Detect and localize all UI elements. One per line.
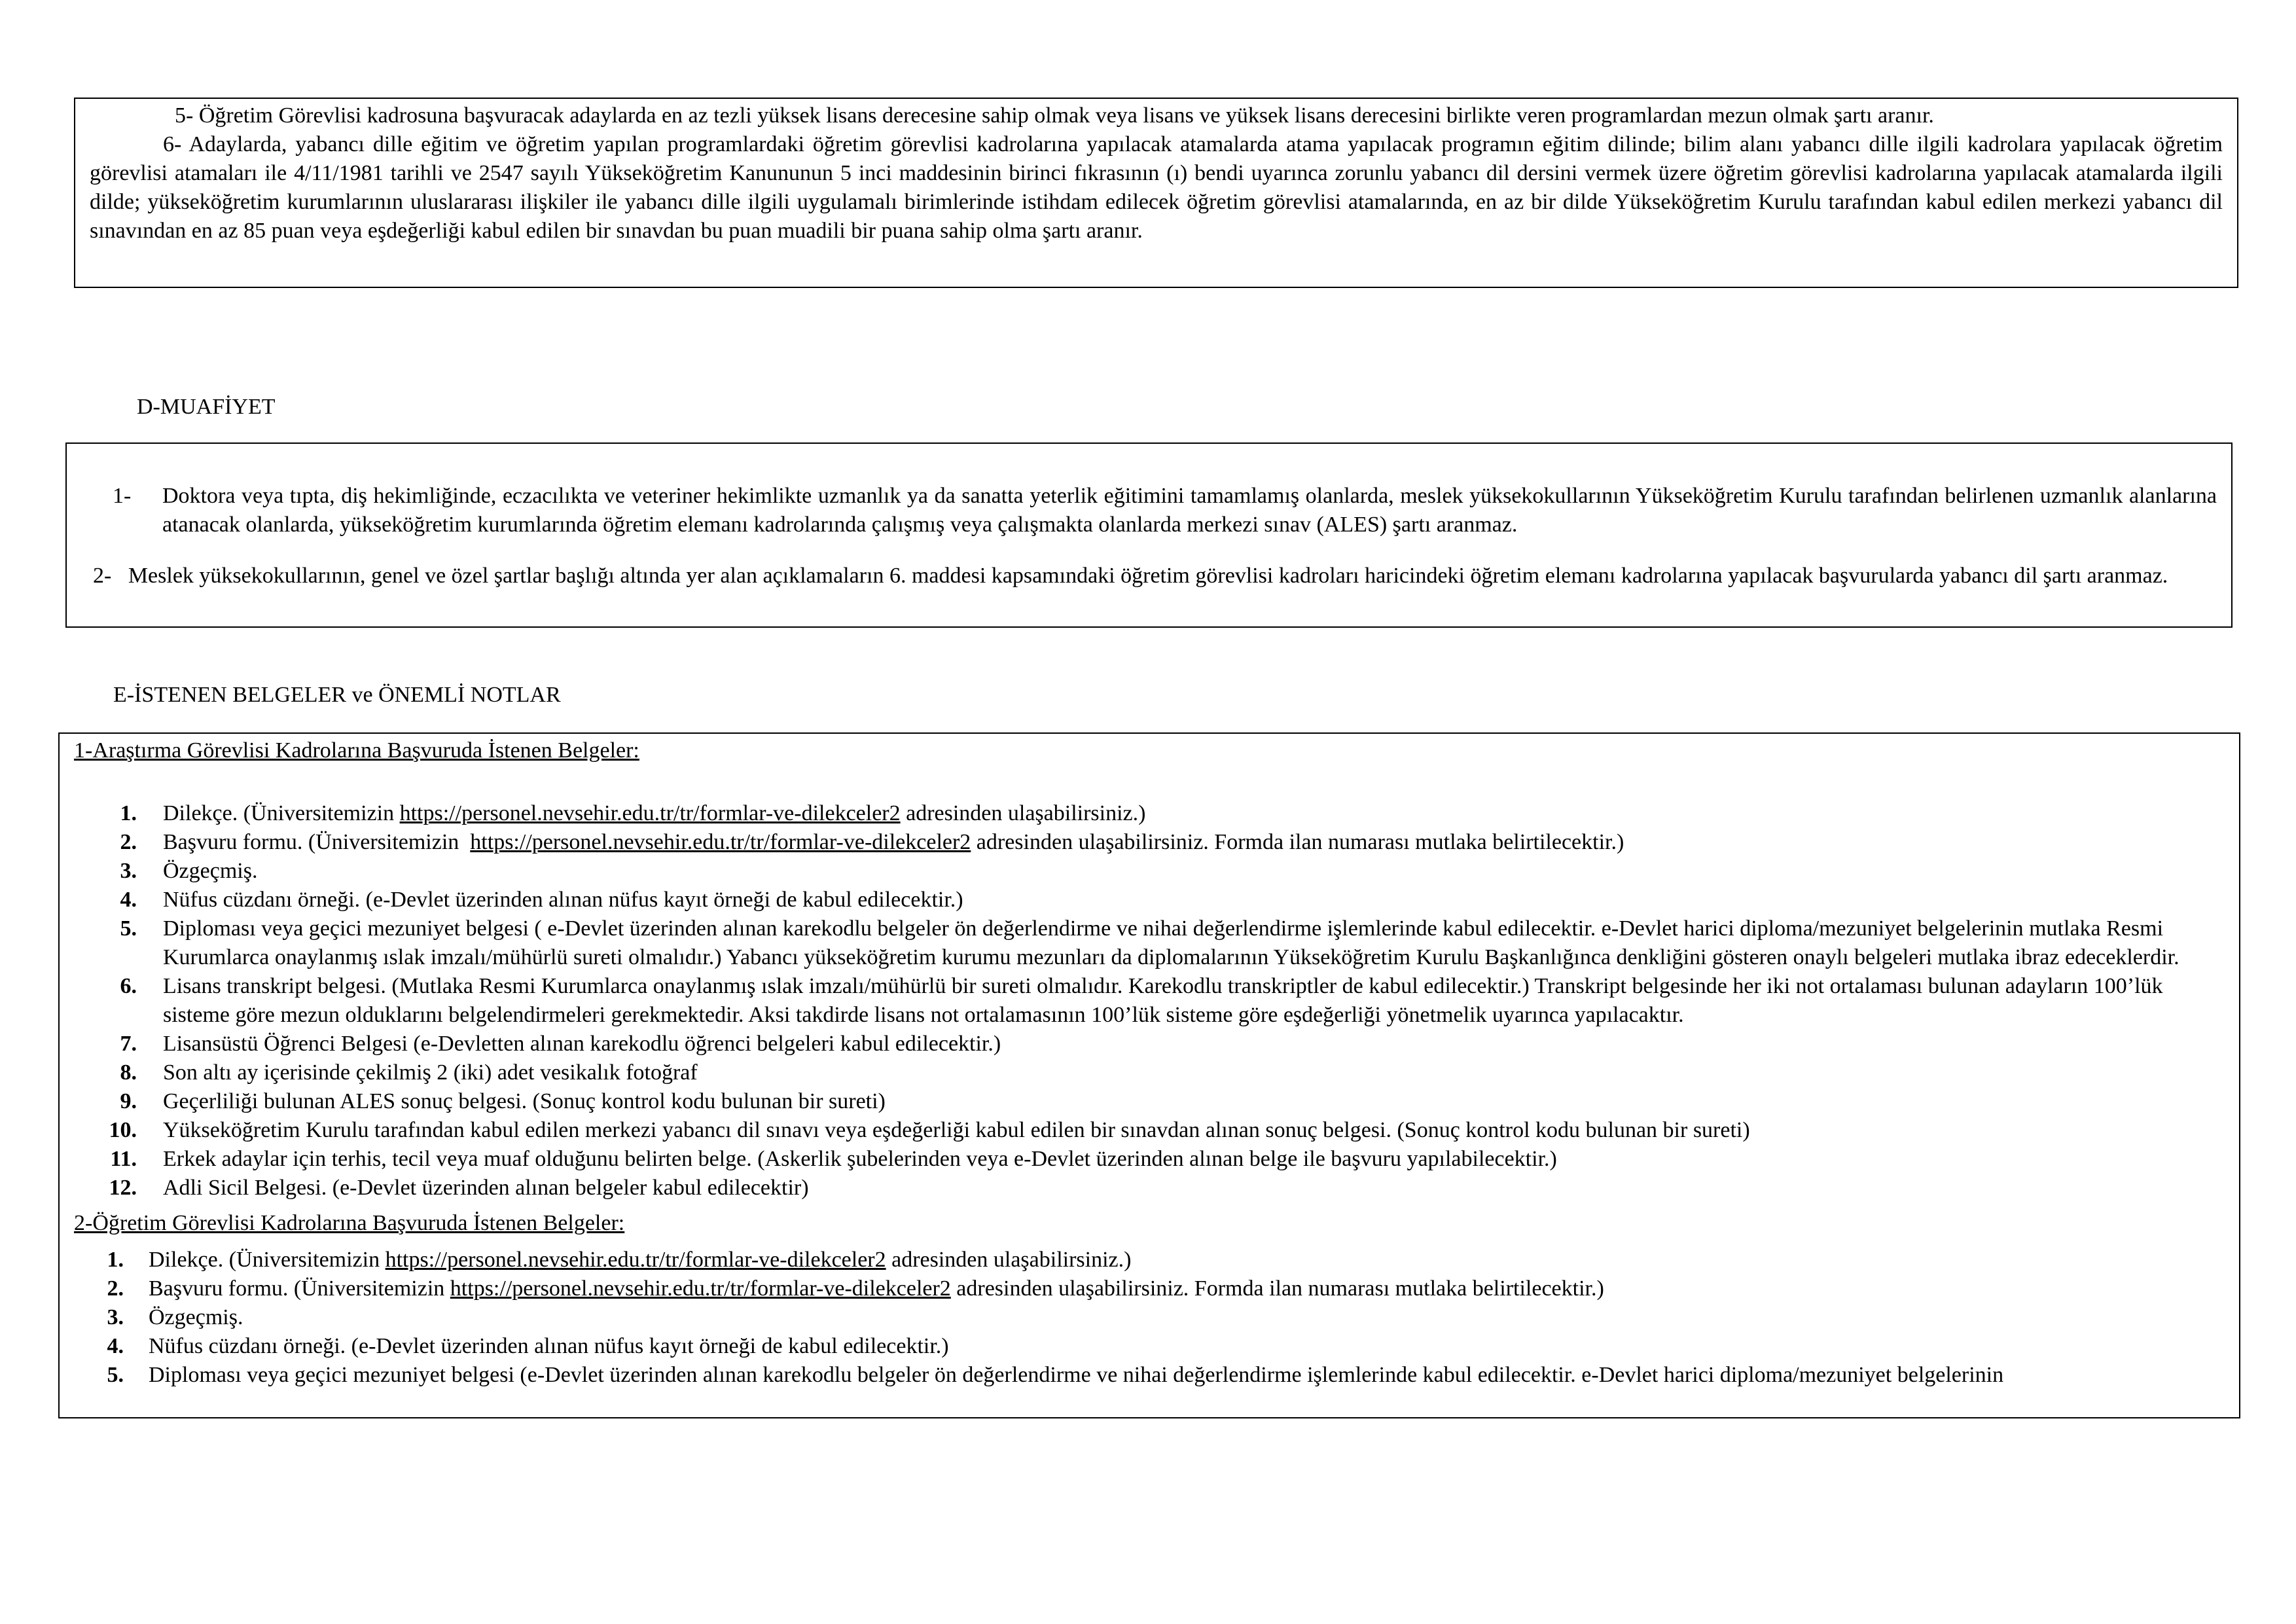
list-item-number: 12. — [109, 1176, 137, 1200]
list-item-text: Adli Sicil Belgesi. (e-Devlet üzerinden alınan belgeler kabul edilecektir) — [163, 1176, 809, 1200]
forms-link[interactable]: https://personel.nevsehir.edu.tr/tr/formlar-ve-dilekceler2 — [385, 1248, 886, 1272]
list-item-text-suffix: adresinden ulaşabilirsiniz. Formda ilan numarası mutlaka belirtilecektir.) — [971, 830, 1624, 854]
list-item-text-prefix: Dilekçe. (Üniversitemizin — [149, 1248, 386, 1272]
list-item — [74, 1332, 2226, 1361]
list-item-number: 2. — [120, 830, 137, 854]
list-item-text — [149, 1274, 2226, 1303]
section-heading-exemption: D-MUAFİYET — [137, 395, 276, 419]
list-item — [74, 886, 2226, 914]
list-item-number: 10. — [109, 1118, 137, 1142]
list-item — [74, 1246, 2226, 1274]
forms-link[interactable]: https://personel.nevsehir.edu.tr/tr/formlar-ve-dilekceler2 — [470, 830, 971, 854]
exemption-box — [65, 442, 2233, 628]
list-item-text-suffix: adresinden ulaşabilirsiniz.) — [886, 1248, 1132, 1272]
list-item-text: Nüfus cüzdanı örneği. (e-Devlet üzerinden alınan nüfus kayıt örneği de kabul edilecektir.) — [163, 888, 963, 912]
criteria-item-5: 5- Öğretim Görevlisi kadrosuna başvuracak adaylarda en az tezli yüksek lisans derecesine sahip olmak veya lisans ve yüksek lisans derecesini birlikte veren programlardan mezun olmak şartı aranır. — [175, 103, 1934, 128]
list-item — [74, 1145, 2226, 1174]
list-item-text: Son altı ay içerisinde çekilmiş 2 (iki) adet vesikalık fotoğraf — [163, 1060, 698, 1085]
list-item — [74, 1361, 2226, 1390]
exemption-item-number: 2- — [93, 564, 112, 588]
lecturer-documents-title: 2-Öğretim Görevlisi Kadrolarına Başvuruda İstenen Belgeler: — [74, 1211, 625, 1235]
list-item-number: 5. — [120, 916, 137, 941]
exemption-item — [113, 482, 2217, 539]
research-assistant-documents-title: 1-Araştırma Görevlisi Kadrolarına Başvuruda İstenen Belgeler: — [74, 738, 639, 763]
exemption-item-text: Doktora veya tıpta, diş hekimliğinde, eczacılıkta ve veteriner hekimlikte uzmanlık ya da sanatta yeterlik eğitimini tamamlamış olanlarda, meslek yüksekokullarının Yükseköğretim Kurulu tarafından belirlenen uzmanlık alanlarına atanacak olanlarda, yükseköğretim kurumlarında öğretim elemanı kadrolarında çalışmış veya çalışmakta olanlarda merkezi sınav (ALES) şartı aranmaz. — [162, 484, 2217, 537]
exemption-item — [77, 562, 2217, 590]
list-item — [74, 1030, 2226, 1058]
list-item-text: Diploması veya geçici mezuniyet belgesi ( e-Devlet üzerinden alınan karekodlu belgeler ön değerlendirme ve nihai değerlendirme işlemlerinde kabul edilecektir. e-Devlet harici diploma/mezuniyet belgelerinin mutlaka Resmi Kurumlarca onaylanmış ıslak imzalı/mühürlü sureti olmalıdır.) Yabancı yükseköğretim kurumu mezunları da diplomalarının Yükseköğretim Kurulu Başkanlığınca denkliğini gösteren onaylı belgeleri mutlaka ibraz edeceklerdir. — [163, 916, 2179, 969]
list-item-text-suffix: adresinden ulaşabilirsiniz.) — [900, 801, 1146, 825]
list-item-text: Yükseköğretim Kurulu tarafından kabul edilen merkezi yabancı dil sınavı veya eşdeğerliği kabul edilen bir sınavdan alınan sonuç belgesi. (Sonuç kontrol kodu bulunan bir sureti) — [163, 1118, 1750, 1142]
lecturer-document-list — [74, 1246, 2226, 1390]
list-item — [74, 1058, 2226, 1087]
list-item-text: Erkek adaylar için terhis, tecil veya muaf olduğunu belirten belge. (Askerlik şubelerinden veya e-Devlet üzerinden alınan belge ile başvuru yapılabilecektir.) — [163, 1147, 1557, 1171]
list-item — [74, 1116, 2226, 1145]
list-item-number: 8. — [120, 1060, 137, 1085]
forms-link[interactable]: https://personel.nevsehir.edu.tr/tr/formlar-ve-dilekceler2 — [399, 801, 901, 825]
list-item — [74, 1087, 2226, 1116]
list-item-number: 9. — [120, 1089, 137, 1113]
list-item-text-suffix: adresinden ulaşabilirsiniz. Formda ilan numarası mutlaka belirtilecektir.) — [950, 1276, 1604, 1301]
list-item-text: Geçerliliği bulunan ALES sonuç belgesi. (Sonuç kontrol kodu bulunan bir sureti) — [163, 1089, 886, 1113]
list-item-number: 4. — [120, 888, 137, 912]
list-item — [74, 1174, 2226, 1202]
list-item-number: 6. — [120, 974, 137, 998]
list-item-text — [163, 828, 2226, 857]
list-item — [74, 857, 2226, 886]
list-item-number: 3. — [120, 859, 137, 883]
list-item-text-prefix: Başvuru formu. (Üniversitemizin — [149, 1276, 450, 1301]
criteria-box — [74, 98, 2238, 288]
list-item — [74, 914, 2226, 972]
list-item-number: 1. — [107, 1248, 124, 1272]
list-item — [74, 799, 2226, 828]
list-item-text — [163, 799, 2226, 828]
list-item — [74, 828, 2226, 857]
list-item-number: 11. — [110, 1147, 137, 1171]
list-item-text: Diploması veya geçici mezuniyet belgesi (e-Devlet üzerinden alınan karekodlu belgeler ön değerlendirme ve nihai değerlendirme işlemlerinde kabul edilecektir. e-Devlet harici diploma/mezuniyet belgelerinin — [149, 1363, 2004, 1387]
exemption-item-text: Meslek yüksekokullarının, genel ve özel şartlar başlığı altında yer alan açıklamaların 6. maddesi kapsamındaki öğretim görevlisi kadroları haricindeki öğretim elemanı kadrolarına yapılacak başvurularda yabancı dil şartı aranmaz. — [128, 564, 2168, 588]
list-item-number: 3. — [107, 1305, 124, 1329]
list-item-text: Lisans transkript belgesi. (Mutlaka Resmi Kurumlarca onaylanmış ıslak imzalı/mühürlü bir sureti olmalıdır. Karekodlu transkriptler de kabul edilecektir.) Transkript belgesinde her iki not ortalaması bulunan adayların 100’lük sisteme göre mezun olduklarını belgelendirmeleri gerekmektedir. Aksi takdirde lisans not ortalamasının 100’lük sisteme göre eşdeğerliği yönetmelik uyarınca yapılacaktır. — [163, 974, 2163, 1027]
list-item-text-prefix: Dilekçe. (Üniversitemizin — [163, 801, 400, 825]
list-item-number: 5. — [107, 1363, 124, 1387]
list-item-number: 4. — [107, 1334, 124, 1358]
criteria-item-6: 6- Adaylarda, yabancı dille eğitim ve öğretim yapılan programlardaki öğretim görevlisi kadrolarına yapılacak atamalarda atama yapılacak programın eğitim dilinde; bilim alanı yabancı dille ilgili kadrolara yapılacak öğretim görevlisi atamaları ile 4/11/1981 tarihli ve 2547 sayılı Yükseköğretim Kanununun 5 inci maddesinin birinci fıkrasının (ı) bendi uyarınca zorunlu yabancı dil dersini vermek üzere öğretim görevlisi kadrolarına yapılacak atamalarda ilgili dilde; yükseköğretim kurumlarının uluslararası ilişkiler ile yabancı dille ilgili uygulamalı birimlerinde istihdam edilecek öğretim görevlisi atamalarında, en az bir dilde Yükseköğretim Kurulu tarafından kabul edilen merkezi yabancı dil sınavından en az 85 puan veya eşdeğerliği kabul edilen bir sınavdan bu puan muadili bir puana sahip olma şartı aranır. — [90, 132, 2223, 243]
section-heading-documents: E-İSTENEN BELGELER ve ÖNEMLİ NOTLAR — [113, 683, 561, 707]
research-assistant-document-list — [74, 799, 2226, 1202]
list-item-number: 2. — [107, 1276, 124, 1301]
list-item — [74, 972, 2226, 1030]
documents-box — [58, 732, 2240, 1418]
list-item-number: 7. — [120, 1032, 137, 1056]
list-item-text: Özgeçmiş. — [163, 859, 258, 883]
list-item — [74, 1274, 2226, 1303]
list-item-text: Lisansüstü Öğrenci Belgesi (e-Devletten alınan karekodlu öğrenci belgeleri kabul edilecektir.) — [163, 1032, 1001, 1056]
list-item-number: 1. — [120, 801, 137, 825]
list-item-text — [149, 1246, 2226, 1274]
forms-link[interactable]: https://personel.nevsehir.edu.tr/tr/formlar-ve-dilekceler2 — [450, 1276, 951, 1301]
list-item-text: Nüfus cüzdanı örneği. (e-Devlet üzerinden alınan nüfus kayıt örneği de kabul edilecektir.) — [149, 1334, 949, 1358]
list-item — [74, 1303, 2226, 1332]
exemption-item-number: 1- — [113, 484, 132, 508]
list-item-text-prefix: Başvuru formu. (Üniversitemizin — [163, 830, 471, 854]
list-item-text: Özgeçmiş. — [149, 1305, 243, 1329]
